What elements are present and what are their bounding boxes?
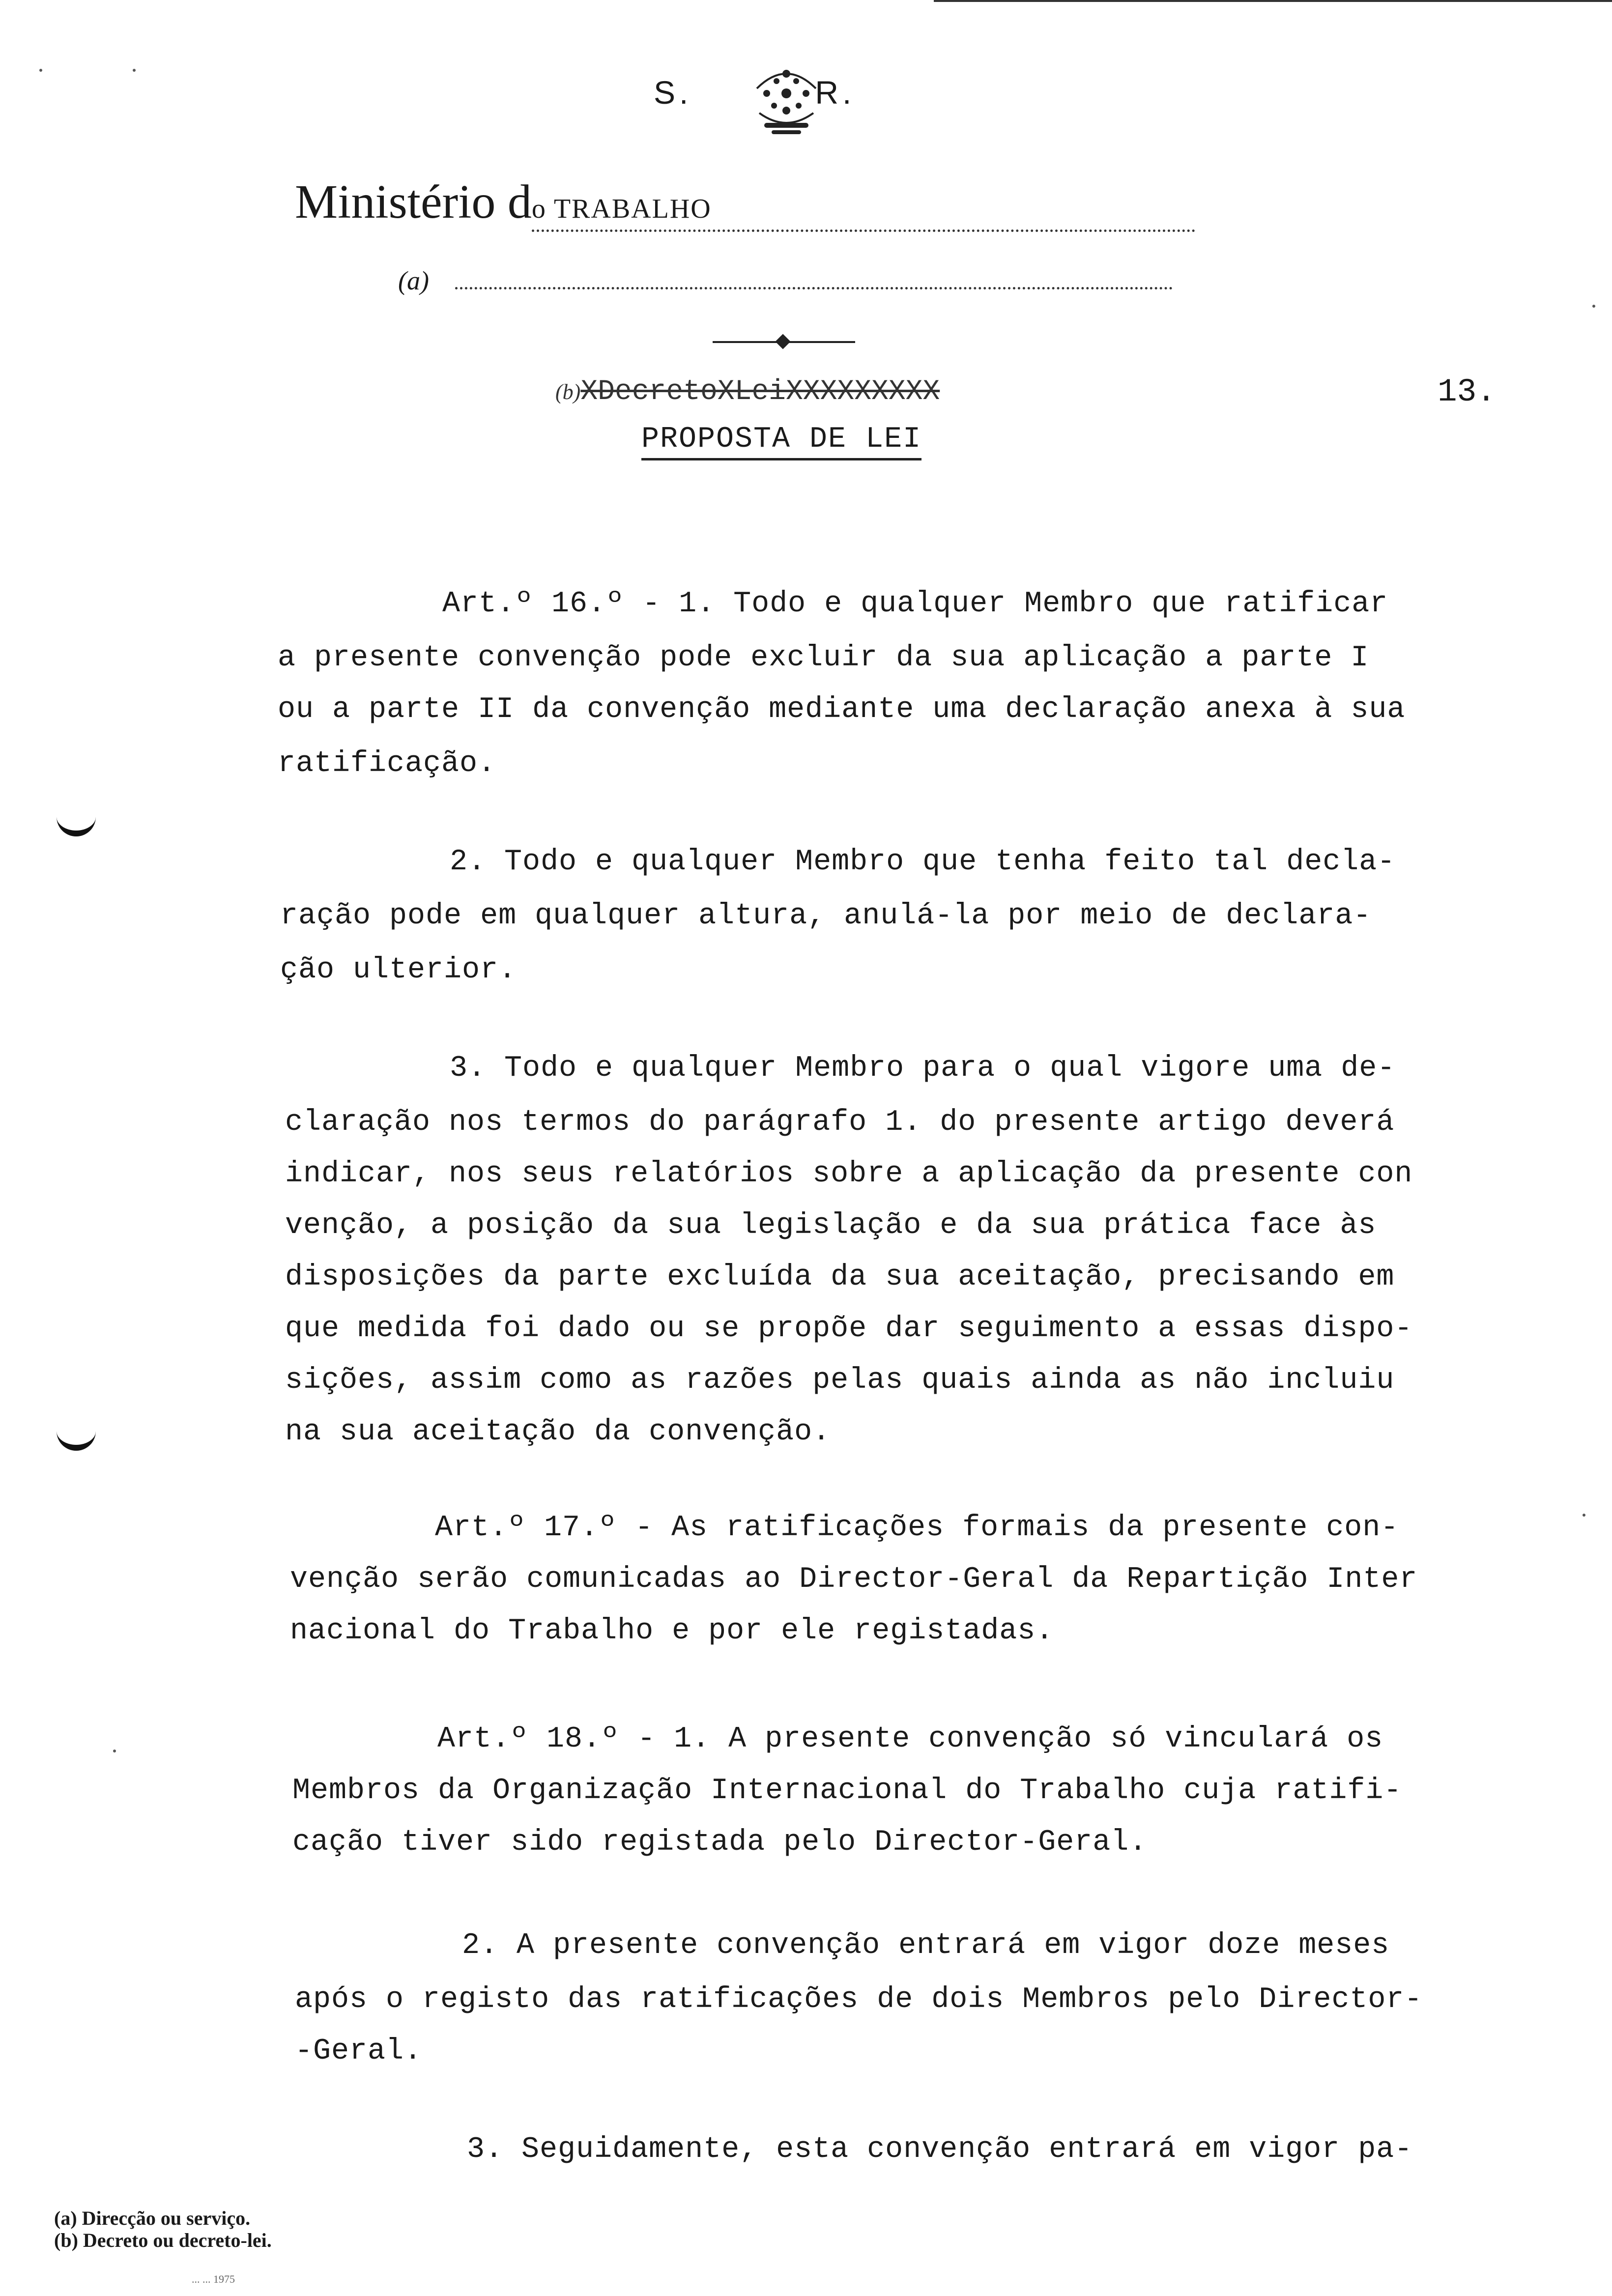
text-line: 3. Seguidamente, esta convenção entrará em vigor pa- [467, 2133, 1413, 2166]
text-line: venção, a posição da sua legislação e da sua prática face às [285, 1209, 1377, 1242]
binder-hole-mark [57, 1425, 96, 1451]
page-number: 13. [1438, 373, 1496, 410]
printer-note: ... ... 1975 [192, 2273, 235, 2285]
text-line: ou a parte II da convenção mediante uma declaração anexa à sua [278, 693, 1406, 726]
text-line: 2. Todo e qualquer Membro que tenha feito tal decla- [450, 845, 1396, 879]
text-line: ratificação. [278, 747, 496, 780]
decreto-struck-text: XDecretoXLeiXXXXXXXXX [580, 376, 940, 408]
scan-speck [113, 1750, 116, 1752]
text-line: a presente convenção pode excluir da sua aplicação a parte I [278, 641, 1369, 675]
document-title: PROPOSTA DE LEI [641, 423, 921, 460]
top-edge-line [934, 0, 1612, 2]
text-line: 3. Todo e qualquer Membro para o qual vigore uma de- [450, 1052, 1396, 1085]
r-letter: R. [815, 74, 856, 111]
text-line: nacional do Trabalho e por ele registadas. [290, 1614, 1054, 1648]
scan-speck [39, 69, 42, 72]
footnote-b: (b) Decreto ou decreto-lei. [54, 2229, 272, 2251]
text-line: ção ulterior. [280, 953, 517, 987]
text-line: claração nos termos do parágrafo 1. do presente artigo deverá [285, 1106, 1395, 1139]
scan-speck [1592, 305, 1595, 308]
text-line: disposições da parte excluída da sua aceitação, precisando em [285, 1261, 1395, 1294]
text-line: na sua aceitação da convenção. [285, 1415, 831, 1449]
coat-of-arms-emblem [737, 59, 835, 147]
text-line: Art.º 17.º - As ratificações formais da presente con- [435, 1511, 1399, 1545]
text-line: cação tiver sido registada pelo Director-Geral. [292, 1826, 1148, 1859]
text-line: -Geral. [295, 2035, 423, 2068]
text-line: indicar, nos seus relatórios sobre a aplicação da presente con [285, 1157, 1413, 1191]
text-line: sições, assim como as razões pelas quais ainda as não incluiu [285, 1364, 1395, 1397]
ministry-value: o TRABALHO [531, 194, 712, 224]
ministry-field [532, 174, 1195, 232]
text-line: que medida foi dado ou se propõe dar seguimento a essas dispo- [285, 1312, 1413, 1346]
text-line: Art.º 16.º - 1. Todo e qualquer Membro que ratificar [442, 587, 1388, 621]
ministry-label: Ministério d [295, 175, 532, 229]
text-line: 2. A presente convenção entrará em vigor doze meses [462, 1929, 1390, 1962]
scan-speck [133, 69, 136, 72]
text-line: Art.º 18.º - 1. A presente convenção só vinculará os [437, 1722, 1383, 1756]
binder-hole-mark [57, 811, 96, 836]
ministry-line [295, 174, 1195, 232]
field-a-blank [455, 287, 1173, 289]
field-a-label: (a) [398, 266, 429, 295]
field-a-line [398, 265, 1173, 296]
text-line: Membros da Organização Internacional do Trabalho cuja ratifi- [292, 1774, 1402, 1808]
separator-diamond [775, 334, 790, 349]
s-letter: S. [654, 74, 692, 111]
text-line: ração pode em qualquer altura, anulá-la por meio de declara- [280, 899, 1372, 933]
text-line: venção serão comunicadas ao Director-Geral da Repartição Inter [290, 1563, 1418, 1596]
scan-speck [1583, 1514, 1585, 1517]
text-line: após o registo das ratificações de dois Membros pelo Director- [295, 1983, 1423, 2016]
decreto-line [555, 376, 940, 408]
footnote-a: (a) Direcção ou serviço. [54, 2207, 251, 2229]
decreto-marker: (b) [555, 380, 581, 404]
